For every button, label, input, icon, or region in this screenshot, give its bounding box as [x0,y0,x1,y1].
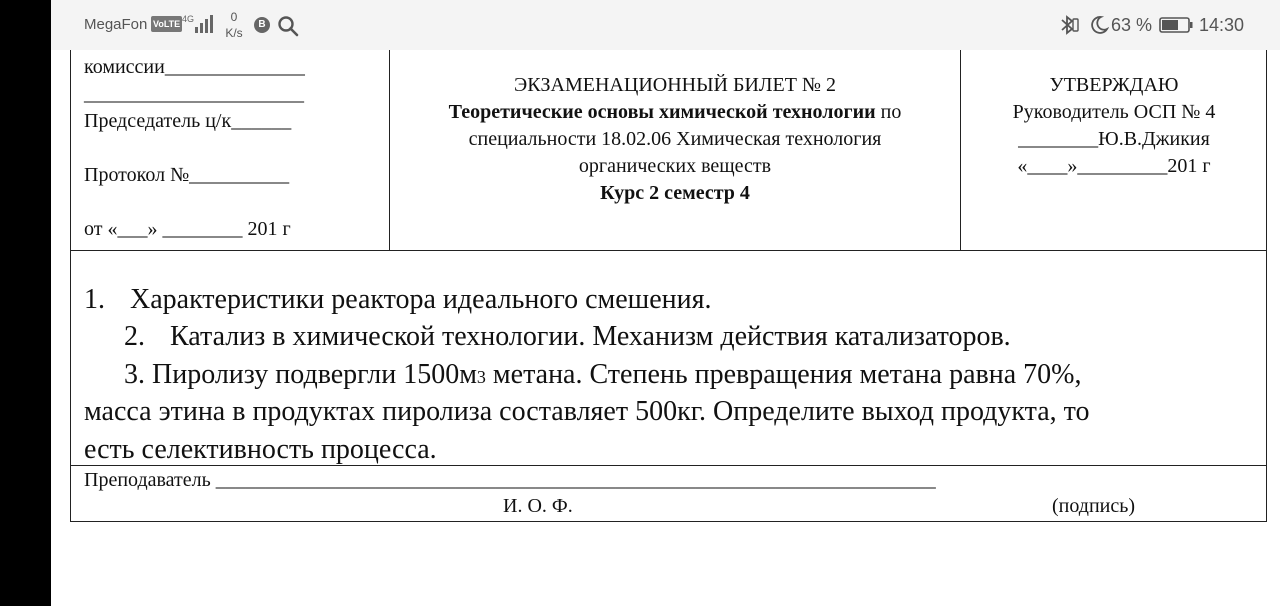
bluetooth-icon [1058,14,1080,36]
head-label: Руководитель ОСП № 4 [1012,101,1216,123]
approval-date: «____»_________201 г [1017,155,1211,177]
network-type: 4G [182,14,195,24]
blank-line: ______________________ [84,83,304,105]
search-icon[interactable] [277,15,299,37]
chairman-line: Председатель ц/к______ [84,110,292,132]
fio-caption: И. О. Ф. [503,495,573,517]
subject-line [391,99,959,126]
commission-line: комиссии______________ [84,56,305,78]
question-3-line-1 [124,356,1081,397]
questions-cell [70,251,1267,466]
clock: 14:30 [1199,15,1245,35]
moon-icon [1089,15,1109,35]
question-3-line-2: масса этина в продуктах пиролиза составляет 500кг. Определите выход продукта, то [84,396,1090,427]
battery-icon [1159,17,1193,33]
question-3-part-2: метана. Степень превращения метана равна 70%, [485,359,1082,390]
speed-unit: K/s [225,26,243,40]
question-2 [124,318,1011,356]
status-bar [51,0,1280,50]
ticket-header [70,50,1267,251]
course-line: Курс 2 семестр 4 [600,182,750,204]
question-2-text: Катализ в химической технологии. Механизм действия катализаторов. [170,321,1011,352]
speed-value: 0 [230,10,238,24]
column-divider [389,50,390,250]
network-speed [223,9,245,41]
teacher-line: Преподаватель ________________________________________________________________________ [84,469,936,491]
question-1-number: 1. [84,284,105,315]
signature-caption: (подпись) [1052,495,1136,517]
subject-name: Теоретические основы химической технологии [448,101,876,123]
volte-badge: VoLTE [151,16,182,32]
question-3-superscript: 3 [476,367,486,387]
battery-percent: 63 % [1111,15,1153,35]
exam-ticket [70,50,1267,522]
left-black-bar [0,0,51,606]
signal-icon [182,13,216,35]
teacher-row [70,466,1267,522]
b-icon: B [254,17,270,33]
signature-line: ________Ю.В.Джикия [1018,128,1210,150]
subject-rest: по [875,101,902,123]
question-1-text: Характеристики реактора идеального смешения. [130,284,712,315]
question-1 [84,281,712,319]
date-line: от «___» ________ 201 г [84,218,291,240]
ticket-title: ЭКЗАМЕНАЦИОННЫЙ БИЛЕТ № 2 [513,74,836,96]
specialty-line-2: органических веществ [578,155,772,177]
ticket-title-cell [391,72,959,207]
specialty-line-1: специальности 18.02.06 Химическая технология [468,128,882,150]
question-3-line-3: есть селективность процесса. [84,434,437,465]
question-3-part-1: 3. Пиролизу подвергли 1500м [124,359,477,390]
approve-label: УТВЕРЖДАЮ [1049,74,1179,96]
protocol-line: Протокол №__________ [84,164,290,186]
question-2-number: 2. [124,321,145,352]
approval-cell [961,72,1267,180]
carrier-name: MegaFon [84,16,148,33]
